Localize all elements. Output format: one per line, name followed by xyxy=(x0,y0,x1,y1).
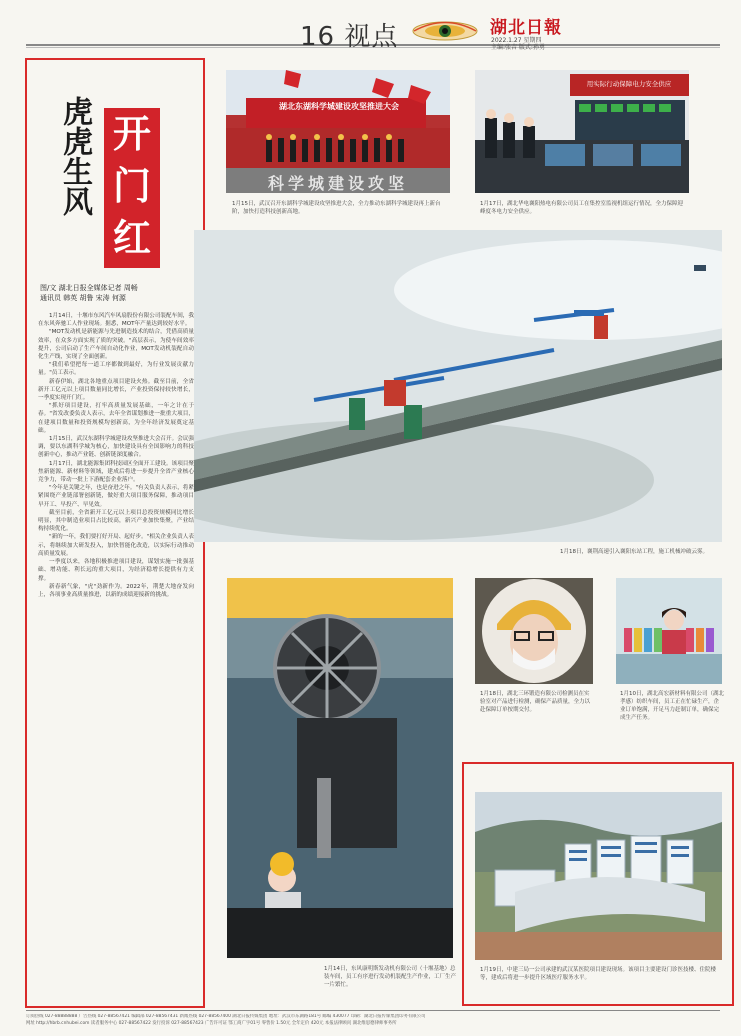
caption-engine: 1月14日，东风康明斯发动机有限公司（十堰基地）总装车间，员工有序进行发动机装配生产作业，工厂生产一片繁忙。 xyxy=(324,966,457,988)
section-name: 视点 xyxy=(344,22,399,52)
paragraph: 1月17日，湖北能源集团科技园区全面开工建设。该项目聚焦新能源、新材料等领域，建成后将进一步提升全省产业核心竞争力，带动一批上下游配套企业落户。 xyxy=(38,460,194,484)
feature-title: 虎虎生风 xyxy=(57,96,92,216)
footer-line: 网址 http://hbrb.cnhubei.com 读者服务中心 027-88567422 发行投诉 027-88567423 广告许可证 鄂工商广字01号 零售价 1.50元 全年定价 420元 本报法律顾问 湖北维思德律师事务所 xyxy=(26,1020,397,1026)
engine-illustration xyxy=(227,578,453,958)
paragraph: "我们希望把每一道工序都做到最好，为行业发展贡献力量。"员工表示。 xyxy=(38,362,194,377)
photo-ceremony xyxy=(226,70,450,193)
paragraph: 新春新气象，"虎"劲新作为。2022年，荆楚大地奋发向上，各项事业高质量推进，以新的成绩迎接新的挑战。 xyxy=(38,583,194,598)
bridge-illustration xyxy=(194,230,722,542)
paragraph: 一季度以来，各地积极推进项目建设，谋划实施一批强基础、增功能、利长远的重大项目，为经济稳增长提供有力支撑。 xyxy=(38,559,194,582)
worker-illustration xyxy=(475,578,593,684)
paragraph: "MOT发动机是新能源与先进制造技术的结合，凭借高质量效率，在众多方面实现了质的突破。"高层表示，为使车间效率提升，公司启动了生产车间自动化作业，MOT发动机装配自动化生产线，实现了全面创新。 xyxy=(38,329,194,361)
newspaper-logo: 湖北日報 xyxy=(490,18,562,38)
ceremony-banner-text: 湖北东湖科学城建设攻坚推进大会 xyxy=(279,102,399,111)
control-room-banner-text: 用实际行动保障电力安全供应 xyxy=(586,80,672,88)
byline-photo: 图/文 湖北日报全媒体记者 周畅 xyxy=(40,284,138,292)
photo-control-room xyxy=(475,70,689,193)
feature-body xyxy=(38,312,194,1002)
caption-control-room: 1月17日，湖北华电襄阳热电有限公司员工在集控室监视机组运行情况，全力保障迎峰度冬电力安全供应。 xyxy=(480,201,684,215)
caption-textile: 1月10日，湖北高宏新材料有限公司（湖北孝感）纺织车间，员工正在忙碌生产，企业订单饱满，开足马力赶制订单，确保完成生产任务。 xyxy=(620,691,724,721)
page-number: 16 xyxy=(300,22,336,52)
title-red-char: 开 xyxy=(112,111,151,156)
paragraph: "今年是关键之年，也是奋进之年。"有关负责人表示，将紧紧围绕产业链部署创新链，做好重大项目服务保障，推动项目早开工、早投产、早见效。 xyxy=(38,485,194,508)
control-room-illustration xyxy=(475,70,689,193)
editor-credit: 主编:张吉 版式:孙勇 xyxy=(491,44,545,51)
caption-hospital: 1月19日，中建三局一公司承建的武汉某医院项目建设现场。该项目主要建设门诊医技楼、住院楼等，建成后将进一步提升区域医疗服务水平。 xyxy=(480,967,717,981)
paragraph: 截至目前，全省新开工亿元以上项目总投资规模同比增长明显，其中制造业项目占比较高，新兴产业加快集聚，产业结构持续优化。 xyxy=(38,509,194,533)
caption-ceremony: 1月15日，武汉召开东湖科学城建设攻坚推进大会，全力推动东湖科学城建设再上新台阶，加快打造科技创新高地。 xyxy=(232,201,441,215)
paragraph: "抓好项目建设，打牢高质量发展基础，一年之计在于春。"省发改委负责人表示，去年全省谋划推进一批重大项目，在建项目数量和投资规模均创新高，为全年经济发展奠定基础。 xyxy=(38,403,194,434)
feature-title-red-block xyxy=(104,108,160,268)
photo-bridge-fog xyxy=(194,230,722,542)
photo-textile xyxy=(616,578,722,684)
photo-worker-mask xyxy=(475,578,593,684)
hospital-illustration xyxy=(475,792,722,960)
footer-line: 订阅热线 027-88888888 广告热线 027-88567421 编辑部 027-88567431 新闻热线 027-88567400 湖北日报传媒集团 地址：武汉市东湖路181号 邮编 430077 印刷：湖北日报传媒集团印务有限公司 xyxy=(26,1014,426,1019)
footer xyxy=(26,1014,720,1027)
paragraph: 1月15日，武汉东湖科学城建设攻坚推进大会召开。会议强调，要以东湖科学城为核心，加快建设具有全国影响力的科技创新中心，推动产业链、创新链深度融合。 xyxy=(38,436,194,459)
issue-date: 2022.1.27 星期四 xyxy=(491,37,542,44)
textile-illustration xyxy=(616,578,722,684)
title-red-char: 门 xyxy=(112,163,151,208)
title-red-char: 红 xyxy=(112,215,151,260)
caption-bridge: 1月18日，襄荆高速引入襄阳东站工程，施工机械冲破云雾。 xyxy=(560,549,708,555)
paragraph: "新的一年，我们要打好开局、起好步。"相关企业负责人表示，将继续加大研发投入，加快智能化改造，以实际行动推动高质量发展。 xyxy=(38,534,194,557)
paragraph: 1月14日，十堰市东风汽车风扇股份有限公司装配车间，我在东风奔驰工人作业现场。据悉，MOT年产量达到较好水平。 xyxy=(38,313,194,328)
footer-rule xyxy=(26,1010,720,1011)
photo-engine-assembly xyxy=(227,578,453,958)
photo-hospital xyxy=(475,792,722,960)
page-heading xyxy=(300,16,398,53)
eye-logo-icon xyxy=(412,18,478,44)
ceremony-ground-text: 科学城建设攻坚 xyxy=(267,174,408,193)
caption-worker: 1月18日，湖北三环锻造有限公司检测员在实验室对产品进行检测，确保产品质量，全力以赴保障订单按期交付。 xyxy=(480,691,591,713)
byline-correspondents: 通讯员 韩英 胡鲁 宋涛 何源 xyxy=(40,294,126,302)
paragraph: 新春伊始，湖北各地重点项目建设火热。截至目前，全省新开工亿元以上项目数量同比增长，产业投资保持较快增长，一季度实现开门红。 xyxy=(38,378,194,402)
